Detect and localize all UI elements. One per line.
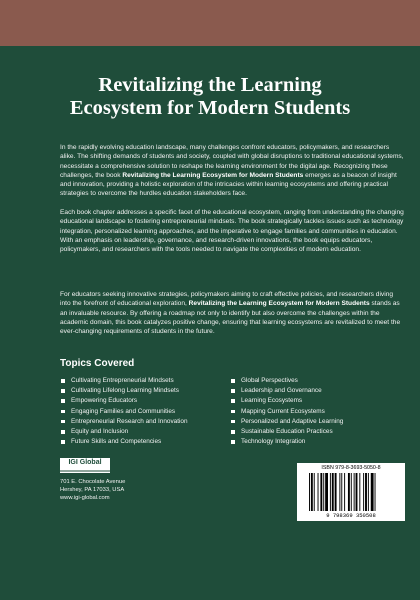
barcode-bar bbox=[335, 473, 337, 511]
topic-item: Mapping Current Ecosystems bbox=[230, 407, 410, 417]
barcode-bar bbox=[368, 473, 369, 511]
barcode-bar bbox=[314, 473, 315, 511]
barcode-bar bbox=[309, 473, 310, 511]
topic-item: Leadership and Governance bbox=[230, 386, 410, 396]
barcode-bar bbox=[359, 473, 360, 511]
isbn-label: ISBN 979-8-3693-5050-8 bbox=[321, 465, 381, 471]
description-paragraph-1 bbox=[60, 143, 404, 199]
topic-item: Future Skills and Competencies bbox=[60, 437, 240, 447]
topic-item: Engaging Families and Communities bbox=[60, 407, 240, 417]
p1-book-title: Revitalizing the Learning Ecosystem for Modern Students bbox=[122, 171, 304, 179]
p3-book-title: Revitalizing the Learning Ecosystem for Modern Students bbox=[188, 300, 370, 308]
topic-item: Learning Ecosystems bbox=[230, 396, 410, 406]
p1-text-a: In the rapidly evolving education landscape, many challenges confront educators, policymakers, and researchers alike. The shifting demands of students and society, coupled with global disruptions to traditional educational systems, necessitate a comprehensive solution to reshape the learning environment for the digital age. Recognizing these challenges, the book bbox=[60, 144, 404, 179]
barcode-bar bbox=[351, 473, 352, 511]
barcode-bar bbox=[332, 473, 334, 511]
barcode-bar bbox=[365, 473, 367, 511]
barcode-bar bbox=[325, 473, 328, 511]
p3-text-b: stands as an invaluable resource. By offering a roadmap not only to identify but also overcome the challenges within the academic domain, this book catalyzes positive change, ensuring that learning ecosystems are revitalized to meet the ever-changing requirements of students in the future. bbox=[60, 300, 401, 336]
topic-item: Cultivating Entrepreneurial Mindsets bbox=[60, 376, 240, 386]
barcode-bar bbox=[318, 473, 319, 511]
barcode-bar bbox=[330, 473, 331, 511]
barcode-bar bbox=[348, 473, 350, 511]
logo-underline bbox=[60, 470, 110, 472]
barcode-bar bbox=[320, 473, 322, 511]
p3-text-a: For educators seeking innovative strategies, policymakers aiming to craft effective policies, and researchers diving into the forefront of educational exploration, bbox=[60, 291, 394, 308]
topics-heading: Topics Covered bbox=[60, 358, 135, 369]
book-title-line-2: Ecosystem for Modern Students bbox=[69, 97, 351, 119]
barcode-bar bbox=[339, 473, 340, 511]
topic-item: Equity and Inclusion bbox=[60, 427, 240, 437]
barcode-bar bbox=[371, 473, 374, 511]
topic-item: Cultivating Lifelong Learning Mindsets bbox=[60, 386, 240, 396]
book-title-line-1: Revitalizing the Learning bbox=[98, 74, 322, 96]
topic-item: Entrepreneurial Research and Innovation bbox=[60, 417, 240, 427]
igi-global-logo bbox=[60, 458, 110, 473]
topic-item: Personalized and Adaptive Learning bbox=[230, 417, 410, 427]
barcode-bar bbox=[341, 473, 342, 511]
barcode-bar bbox=[363, 473, 364, 511]
barcode-bar bbox=[323, 473, 324, 511]
publisher-address bbox=[60, 478, 125, 503]
isbn-barcode bbox=[297, 463, 405, 521]
publisher-logo-text: IGI Global bbox=[68, 459, 102, 466]
barcode-bar bbox=[311, 473, 313, 511]
barcode-bar bbox=[356, 473, 358, 511]
topic-item: Global Perspectives bbox=[230, 376, 410, 386]
barcode-digits: 9 798369 350508 bbox=[326, 512, 376, 519]
barcode-bars bbox=[309, 473, 393, 511]
barcode-bar bbox=[375, 473, 376, 511]
back-cover-content bbox=[0, 46, 420, 600]
publisher-website: www.igi-global.com bbox=[60, 495, 110, 502]
address-line-1: 701 E. Chocolate Avenue bbox=[60, 479, 126, 485]
topic-item: Technology Integration bbox=[230, 437, 410, 447]
topic-item: Empowering Educators bbox=[60, 396, 240, 406]
description-paragraph-3 bbox=[60, 290, 404, 336]
book-title bbox=[20, 74, 400, 120]
barcode-bar bbox=[354, 473, 355, 511]
cover-top-band bbox=[0, 0, 420, 46]
barcode-bar bbox=[344, 473, 345, 511]
address-line-2: Hershey, PA 17033, USA bbox=[60, 487, 125, 494]
topics-list-left bbox=[60, 376, 240, 447]
p1-text-b: emerges as a beacon of insight and innovation, providing a holistic exploration of the intricacies within learning ecosystems and offering practical strategies to overcome the hurdles education stakeholders face. bbox=[60, 171, 397, 198]
topics-list-right bbox=[230, 376, 410, 447]
description-paragraph-2: Each book chapter addresses a specific facet of the educational ecosystem, ranging from understanding the changing educational landscape to fostering entrepreneurial mindsets. The book strategically tackles issues such as technology integration, personalized learning approaches, and the imperative to engage families and communities in education. With an emphasis on leadership, governance, and research-driven innovations, the book equips educators, policymakers, and researchers with the tools needed to navigate the complexities of modern education. bbox=[60, 209, 404, 254]
topic-item: Sustainable Education Practices bbox=[230, 427, 410, 437]
